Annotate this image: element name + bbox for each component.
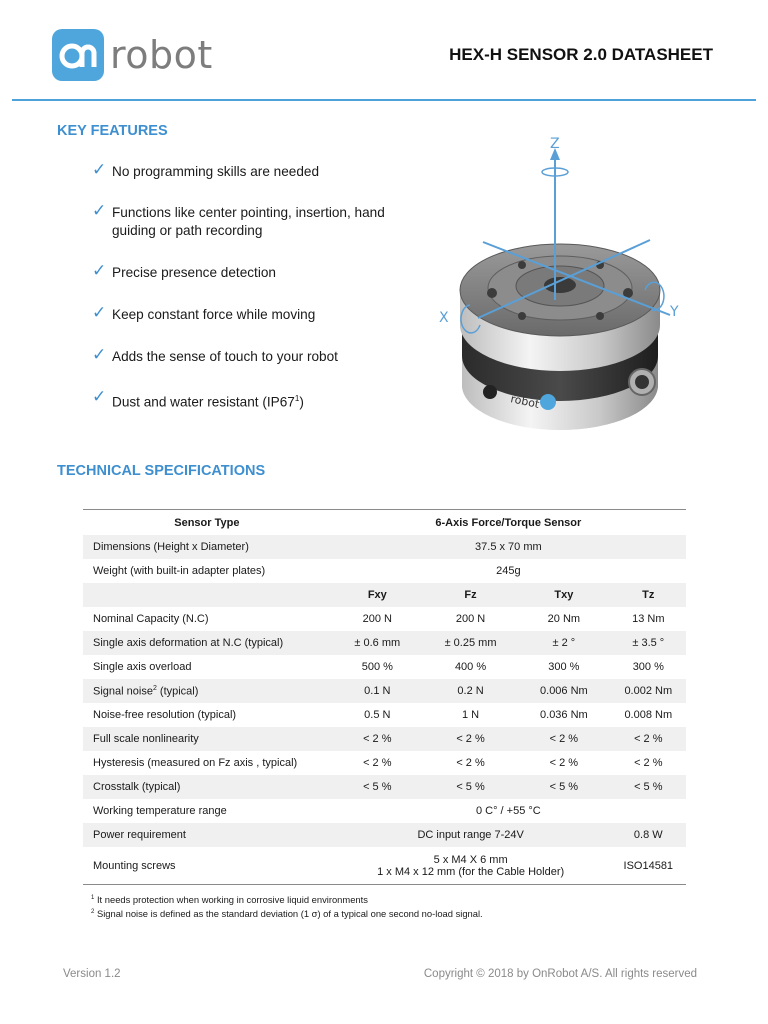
- checkmark-icon: ✓: [92, 303, 107, 322]
- checkmark-icon: ✓: [92, 345, 107, 364]
- row-value: DC input range 7-24V: [331, 823, 611, 847]
- onrobot-logo: [52, 28, 213, 82]
- copyright-notice: Copyright © 2018 by OnRobot A/S. All rights reserved: [423, 968, 697, 980]
- table-cell: < 2 %: [634, 757, 663, 769]
- table-cell: 0.006 Nm: [517, 679, 610, 703]
- table-header-cell: 6-Axis Force/Torque Sensor: [331, 510, 686, 536]
- footnote-ref: 2: [152, 684, 157, 692]
- table-cell: 20 Nm: [547, 613, 581, 625]
- feature-item: [92, 160, 422, 181]
- table-cell: < 2 %: [456, 757, 485, 769]
- footnote-text: Signal noise is defined as the standard deviation (1 σ) of a typical one second no-load signal.: [94, 908, 483, 920]
- row-value: [331, 847, 611, 885]
- axis-x-label: X: [439, 310, 449, 326]
- row-label: Mounting screws: [83, 847, 331, 885]
- row-label: Dimensions (Height x Diameter): [83, 535, 331, 559]
- row-label: Hysteresis (measured on Fz axis , typical): [93, 757, 298, 769]
- column-header: Fz: [424, 583, 517, 607]
- row-label: Crosstalk (typical): [83, 775, 331, 799]
- table-cell: 500 %: [361, 661, 393, 673]
- table-row: [83, 727, 686, 751]
- table-header-cell: Sensor Type: [83, 510, 331, 536]
- row-label-text: Signal noise: [93, 685, 153, 698]
- table-cell: < 2 %: [549, 757, 579, 769]
- table-row: [83, 775, 686, 799]
- table-row: [83, 607, 686, 631]
- column-header: Tz: [611, 583, 686, 607]
- table-cell: 300 %: [548, 661, 580, 673]
- column-header-row: [83, 583, 686, 607]
- onrobot-logo-mark: [52, 29, 104, 81]
- row-label: Weight (with built-in adapter plates): [93, 565, 266, 577]
- feature-text-suffix: ): [299, 394, 304, 410]
- version-label: Version 1.2: [63, 968, 121, 980]
- sensor-graphic: [430, 130, 700, 440]
- feature-text: Adds the sense of touch to your robot: [112, 349, 338, 364]
- feature-item: [92, 261, 422, 282]
- row-label: Power requirement: [83, 823, 331, 847]
- table-cell: 1 N: [461, 709, 480, 721]
- logo-text: robot: [110, 33, 213, 77]
- footnote-number: 1: [91, 895, 95, 901]
- axis-y-label: Y: [670, 304, 679, 320]
- row-label: [83, 679, 331, 703]
- footnote-number: 2: [91, 909, 95, 916]
- table-cell: 0.2 N: [424, 679, 517, 703]
- row-value: 245g: [496, 565, 521, 577]
- sensor-illustration: [430, 130, 700, 440]
- table-cell: < 5 %: [424, 775, 517, 799]
- column-header: Txy: [517, 583, 610, 607]
- table-cell: < 2 %: [331, 727, 424, 751]
- row-label: Nominal Capacity (N.C): [93, 613, 209, 625]
- key-features-heading: KEY FEATURES: [57, 123, 168, 139]
- feature-text: Dust and water resistant (IP67: [112, 394, 295, 410]
- table-cell: 400 %: [454, 661, 487, 673]
- table-row: [83, 847, 686, 885]
- row-value: ISO14581: [611, 847, 686, 885]
- logo-mark-icon: [52, 29, 104, 81]
- checkmark-icon: ✓: [92, 160, 107, 179]
- footnote-text: It needs protection when working in corrosive liquid environments: [94, 894, 368, 906]
- table-cell: ± 0.6 mm: [331, 631, 424, 655]
- table-row: [83, 703, 686, 727]
- feature-item: [92, 303, 422, 324]
- table-cell: < 2 %: [517, 727, 610, 751]
- axis-z-label: Z: [550, 136, 560, 152]
- feature-text: Precise presence detection: [112, 265, 276, 280]
- table-cell: 0.5 N: [364, 709, 391, 721]
- table-cell: ± 2 °: [517, 631, 610, 655]
- row-value: 0 C° / +55 °C: [475, 805, 541, 817]
- row-label: Noise-free resolution (typical): [93, 709, 237, 721]
- row-label-text: (typical): [156, 685, 199, 698]
- table-cell: 0.1 N: [331, 679, 424, 703]
- footnotes: [91, 892, 483, 920]
- footnote: [91, 892, 483, 906]
- table-row: [83, 751, 686, 775]
- table-cell: 300 %: [632, 661, 664, 673]
- table-row: [83, 679, 686, 703]
- table-cell: 200 N: [455, 613, 486, 625]
- table-cell: < 5 %: [611, 775, 686, 799]
- row-value: 37.5 x 70 mm: [331, 535, 686, 559]
- feature-text: Keep constant force while moving: [112, 307, 316, 322]
- table-cell: 13 Nm: [632, 613, 665, 625]
- feature-text: Functions like center pointing, insertion, hand guiding or path recording: [112, 205, 385, 238]
- table-cell: 0.008 Nm: [624, 709, 673, 721]
- row-value: 0.8 W: [611, 823, 686, 847]
- table-cell: 0.002 Nm: [611, 679, 686, 703]
- row-label: Single axis deformation at N.C (typical): [83, 631, 331, 655]
- table-cell: < 5 %: [331, 775, 424, 799]
- footnote-ref: 1: [294, 394, 300, 403]
- column-header: Fxy: [331, 583, 424, 607]
- table-cell: ± 3.5 °: [611, 631, 686, 655]
- table-cell: 200 N: [362, 613, 392, 625]
- checkmark-icon: ✓: [92, 201, 107, 220]
- row-label: Single axis overload: [93, 661, 192, 673]
- table-cell: < 2 %: [363, 757, 392, 769]
- key-features-list: [92, 160, 422, 412]
- specifications-table: [83, 509, 686, 885]
- row-label: Working temperature range: [93, 805, 227, 817]
- table-row: [83, 631, 686, 655]
- table-row: [83, 655, 686, 679]
- feature-item: [92, 387, 422, 412]
- checkmark-icon: ✓: [92, 387, 107, 406]
- row-label-empty: [83, 583, 331, 607]
- table-cell: < 5 %: [517, 775, 610, 799]
- table-row: [83, 823, 686, 847]
- table-cell: < 2 %: [611, 727, 686, 751]
- table-cell: ± 0.25 mm: [424, 631, 517, 655]
- table-row: [83, 535, 686, 559]
- row-label: Full scale nonlinearity: [83, 727, 331, 751]
- screws-line: 1 x M4 x 12 mm (for the Cable Holder): [377, 865, 565, 878]
- table-row: [83, 559, 686, 583]
- screws-line: 5 x M4 X 6 mm: [433, 853, 508, 866]
- feature-item: [92, 345, 422, 366]
- feature-text: No programming skills are needed: [112, 164, 320, 179]
- header-divider: [12, 99, 756, 101]
- sensor-brand-label: robot: [509, 392, 541, 411]
- footnote: [91, 906, 483, 920]
- feature-item: [92, 201, 422, 240]
- table-header-row: [83, 510, 686, 536]
- document-title: HEX-H SENSOR 2.0 DATASHEET: [449, 45, 713, 64]
- checkmark-icon: ✓: [92, 261, 107, 280]
- table-cell: < 2 %: [424, 727, 517, 751]
- technical-specifications-heading: TECHNICAL SPECIFICATIONS: [57, 463, 266, 479]
- table-row: [83, 799, 686, 823]
- table-cell: 0.036 Nm: [540, 709, 588, 721]
